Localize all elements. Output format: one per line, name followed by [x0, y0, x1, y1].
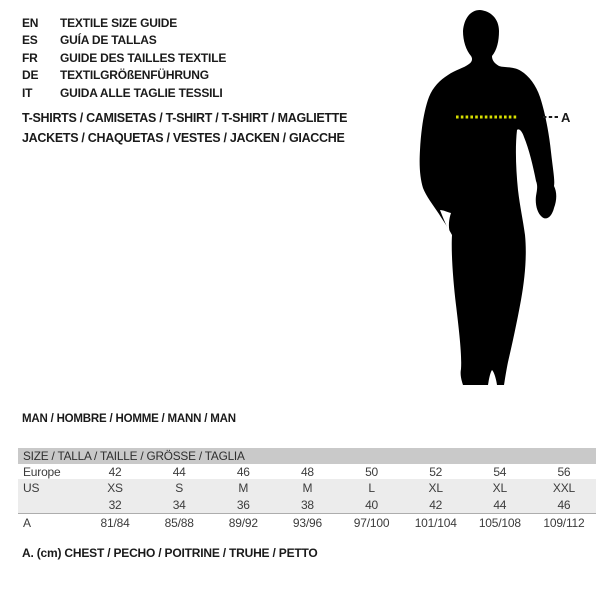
- table-row-chest: [18, 514, 596, 532]
- language-code: DE: [22, 68, 39, 83]
- size-table: [18, 448, 596, 532]
- size-table-header: SIZE / TALLA / TAILLE / GRÖSSE / TAGLIA: [18, 448, 596, 464]
- language-title: GUIDA ALLE TAGLIE TESSILI: [60, 85, 223, 100]
- language-title: TEXTILE SIZE GUIDE: [60, 15, 178, 30]
- category-lines: [22, 109, 347, 148]
- language-title: GUÍA DE TALLAS: [60, 33, 157, 48]
- measurement-note: A. (cm) CHEST / PECHO / POITRINE / TRUHE / PETTO: [22, 546, 318, 560]
- size-cell: M: [302, 480, 313, 495]
- category-line-jackets: JACKETS / CHAQUETAS / VESTES / JACKEN / GIACCHE: [22, 130, 345, 145]
- size-cell: 36: [236, 497, 250, 512]
- table-row-uk: [18, 496, 596, 513]
- language-code: FR: [22, 50, 38, 65]
- size-cell: XS: [107, 480, 123, 495]
- row-label: US: [23, 480, 40, 495]
- size-cell: 42: [108, 464, 122, 479]
- man-silhouette-path: [420, 10, 557, 385]
- size-cell: 85/88: [164, 516, 194, 530]
- size-cell: 38: [300, 497, 314, 512]
- size-cell: XXL: [552, 480, 575, 495]
- row-label: Europe: [23, 464, 61, 479]
- size-cell: 105/108: [478, 516, 521, 530]
- size-cell: 44: [172, 464, 186, 479]
- language-row: [22, 32, 226, 50]
- table-row-europe: [18, 464, 596, 479]
- size-cell: 40: [365, 497, 379, 512]
- size-cell: S: [175, 480, 184, 495]
- size-cell: 34: [172, 497, 186, 512]
- language-code: EN: [22, 15, 39, 30]
- size-cell: XL: [492, 480, 507, 495]
- language-row: [22, 14, 226, 32]
- language-title: TEXTILGRÖßENFÜHRUNG: [60, 68, 209, 83]
- size-cell: 42: [429, 497, 443, 512]
- size-cell: 56: [557, 464, 571, 479]
- language-code: ES: [22, 33, 38, 48]
- table-row-us: [18, 479, 596, 496]
- size-cell: 32: [108, 497, 122, 512]
- language-row: [22, 49, 226, 67]
- size-cell: 109/112: [543, 516, 585, 530]
- language-code: IT: [22, 85, 33, 100]
- size-cell: 93/96: [292, 516, 322, 530]
- man-heading: MAN / HOMBRE / HOMME / MANN / MAN: [22, 413, 236, 425]
- size-cell: 44: [493, 497, 507, 512]
- man-silhouette: [400, 0, 600, 400]
- language-row: [22, 84, 226, 102]
- size-cell: 48: [300, 464, 314, 479]
- size-cell: M: [238, 480, 249, 495]
- size-cell: XL: [428, 480, 443, 495]
- size-cell: 89/92: [228, 516, 258, 530]
- size-cell: L: [368, 480, 375, 495]
- size-cell: 101/104: [414, 516, 457, 530]
- language-list: [22, 14, 226, 102]
- size-cell: 97/100: [353, 516, 390, 530]
- row-label: A: [23, 516, 31, 530]
- size-cell: 46: [557, 497, 571, 512]
- size-cell: 52: [429, 464, 443, 479]
- measurement-letter: A: [561, 110, 571, 125]
- size-cell: 46: [236, 464, 250, 479]
- size-cell: 54: [493, 464, 507, 479]
- language-title: GUIDE DES TAILLES TEXTILE: [60, 50, 227, 65]
- size-cell: 50: [365, 464, 379, 479]
- category-line-tshirts: T-SHIRTS / CAMISETAS / T-SHIRT / T-SHIRT / MAGLIETTE: [22, 111, 348, 125]
- language-row: [22, 67, 226, 85]
- size-cell: 81/84: [100, 516, 130, 530]
